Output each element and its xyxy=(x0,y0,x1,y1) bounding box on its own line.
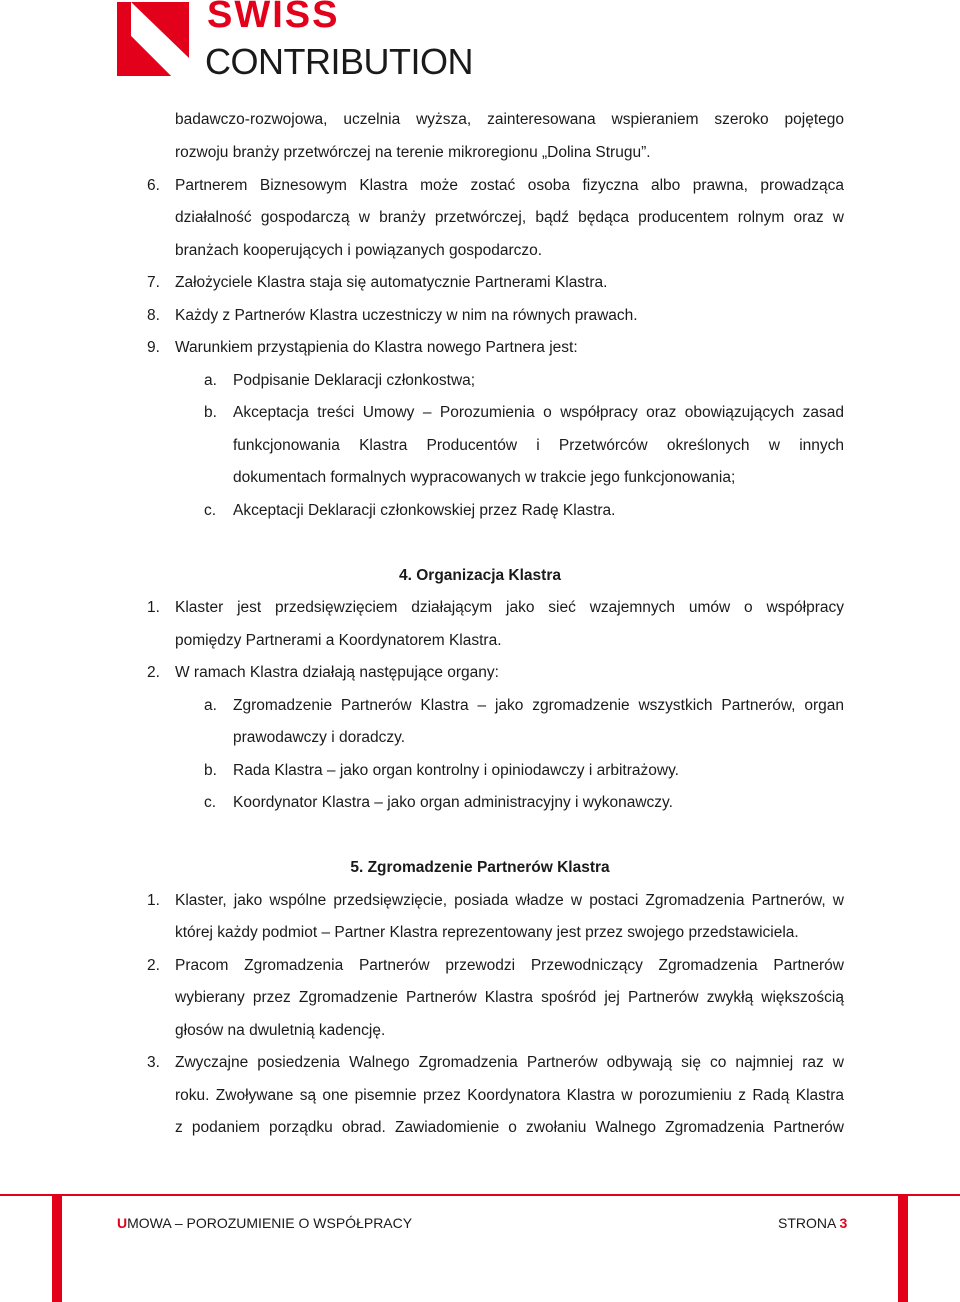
sublist-letter: b. xyxy=(204,404,217,421)
footer-page-number xyxy=(778,1214,847,1232)
sublist-item-line: Koordynator Klastra – jako organ administracyjny i wykonawczy. xyxy=(233,794,673,811)
footer-page-value: 3 xyxy=(839,1215,848,1231)
footer-page-label: STRONA xyxy=(778,1215,840,1231)
list-item-line: branżach kooperujących i powiązanych gospodarczo. xyxy=(175,242,543,259)
list-number: 7. xyxy=(147,274,160,291)
list-item-line: Klaster jest przedsięwzięciem działającym jako sieć wzajemnych umów o współpracy xyxy=(175,599,844,616)
list-item-line: z podaniem porządku obrad. Zawiadomienie o zwołaniu Walnego Zgromadzenia Partnerów xyxy=(175,1119,844,1136)
footer-initial: U xyxy=(117,1215,128,1231)
footer-document-title xyxy=(117,1214,412,1232)
list-number: 1. xyxy=(147,892,160,909)
footer-title-rest: MOWA – POROZUMIENIE O WSPÓŁPRACY xyxy=(127,1215,413,1231)
list-number: 1. xyxy=(147,599,160,616)
list-item-line: Klaster, jako wspólne przedsięwzięcie, posiada władze w postaci Zgromadzenia Partnerów, w xyxy=(175,892,844,909)
list-number: 9. xyxy=(147,339,160,356)
list-number: 2. xyxy=(147,664,160,681)
sublist-letter: a. xyxy=(204,697,217,714)
swiss-cross-logo xyxy=(117,2,189,76)
list-item-line: pomiędzy Partnerami a Koordynatorem Klastra. xyxy=(175,632,502,649)
list-number: 8. xyxy=(147,307,160,324)
list-item-line: W ramach Klastra działają następujące organy: xyxy=(175,664,499,681)
sublist-letter: c. xyxy=(204,502,217,519)
footer-divider xyxy=(0,1194,960,1196)
sublist-letter: b. xyxy=(204,762,217,779)
list-item-line: Pracom Zgromadzenia Partnerów przewodzi Przewodniczący Zgromadzenia Partnerów xyxy=(175,957,844,974)
list-number: 2. xyxy=(147,957,160,974)
logo-mark-icon xyxy=(117,2,189,76)
sublist-item-line: Akceptacji Deklaracji członkowskiej przez Radę Klastra. xyxy=(233,502,616,519)
brand-line-2: CONTRIBUTION xyxy=(205,41,473,82)
list-number: 3. xyxy=(147,1054,160,1071)
footer-right-bar xyxy=(898,1196,908,1302)
section-heading: 5. Zgromadzenie Partnerów Klastra xyxy=(350,859,610,876)
list-item-line: wybierany przez Zgromadzenie Partnerów Klastra spośród jej Partnerów zwykłą większością xyxy=(175,989,844,1006)
list-item-line: roku. Zwoływane są one pisemnie przez Koordynatora Klastra w porozumieniu z Radą Klastra xyxy=(175,1087,844,1104)
list-number: 6. xyxy=(147,177,160,194)
list-item-line: głosów na dwuletnią kadencję. xyxy=(175,1022,386,1039)
list-item-line: działalność gospodarczą w branży przetwórczej, bądź będąca producentem rolnym oraz w xyxy=(175,209,844,226)
list-item-line: Założyciele Klastra staja się automatycznie Partnerami Klastra. xyxy=(175,274,608,291)
sublist-item-line: funkcjonowania Klastra Producentów i Przetwórców określonych w innych xyxy=(233,437,844,454)
sublist-letter: a. xyxy=(204,372,217,389)
list-item-line: Partnerem Biznesowym Klastra może zostać osoba fizyczna albo prawna, prowadząca xyxy=(175,177,844,194)
section-heading: 4. Organizacja Klastra xyxy=(399,567,561,584)
list-item-line: Zwyczajne posiedzenia Walnego Zgromadzenia Partnerów odbywają się co najmniej raz w xyxy=(175,1054,844,1071)
sublist-letter: c. xyxy=(204,794,217,811)
sublist-item-line: prawodawczy i doradczy. xyxy=(233,729,406,746)
list-item-line: Każdy z Partnerów Klastra uczestniczy w nim na równych prawach. xyxy=(175,307,638,324)
paragraph-line: badawczo-rozwojowa, uczelnia wyższa, zainteresowana wspieraniem szeroko pojętego xyxy=(175,111,844,128)
sublist-item-line: Rada Klastra – jako organ kontrolny i opiniodawczy i arbitrażowy. xyxy=(233,762,679,779)
brand-line-1: SWISS xyxy=(207,0,340,36)
sublist-item-line: Zgromadzenie Partnerów Klastra – jako zgromadzenie wszystkich Partnerów, organ xyxy=(233,697,844,714)
list-item-line: której każdy podmiot – Partner Klastra reprezentowany jest przez swojego przedstawiciela. xyxy=(175,924,799,941)
sublist-item-line: Podpisanie Deklaracji członkostwa; xyxy=(233,372,476,389)
footer-left-bar xyxy=(52,1196,62,1302)
sublist-item-line: Akceptacja treści Umowy – Porozumienia o współpracy oraz obowiązujących zasad xyxy=(233,404,844,421)
sublist-item-line: dokumentach formalnych wypracowanych w trakcie jego funkcjonowania; xyxy=(233,469,736,486)
paragraph-line: rozwoju branży przetwórczej na terenie mikroregionu „Dolina Strugu”. xyxy=(175,144,651,161)
list-item-line: Warunkiem przystąpienia do Klastra nowego Partnera jest: xyxy=(175,339,578,356)
